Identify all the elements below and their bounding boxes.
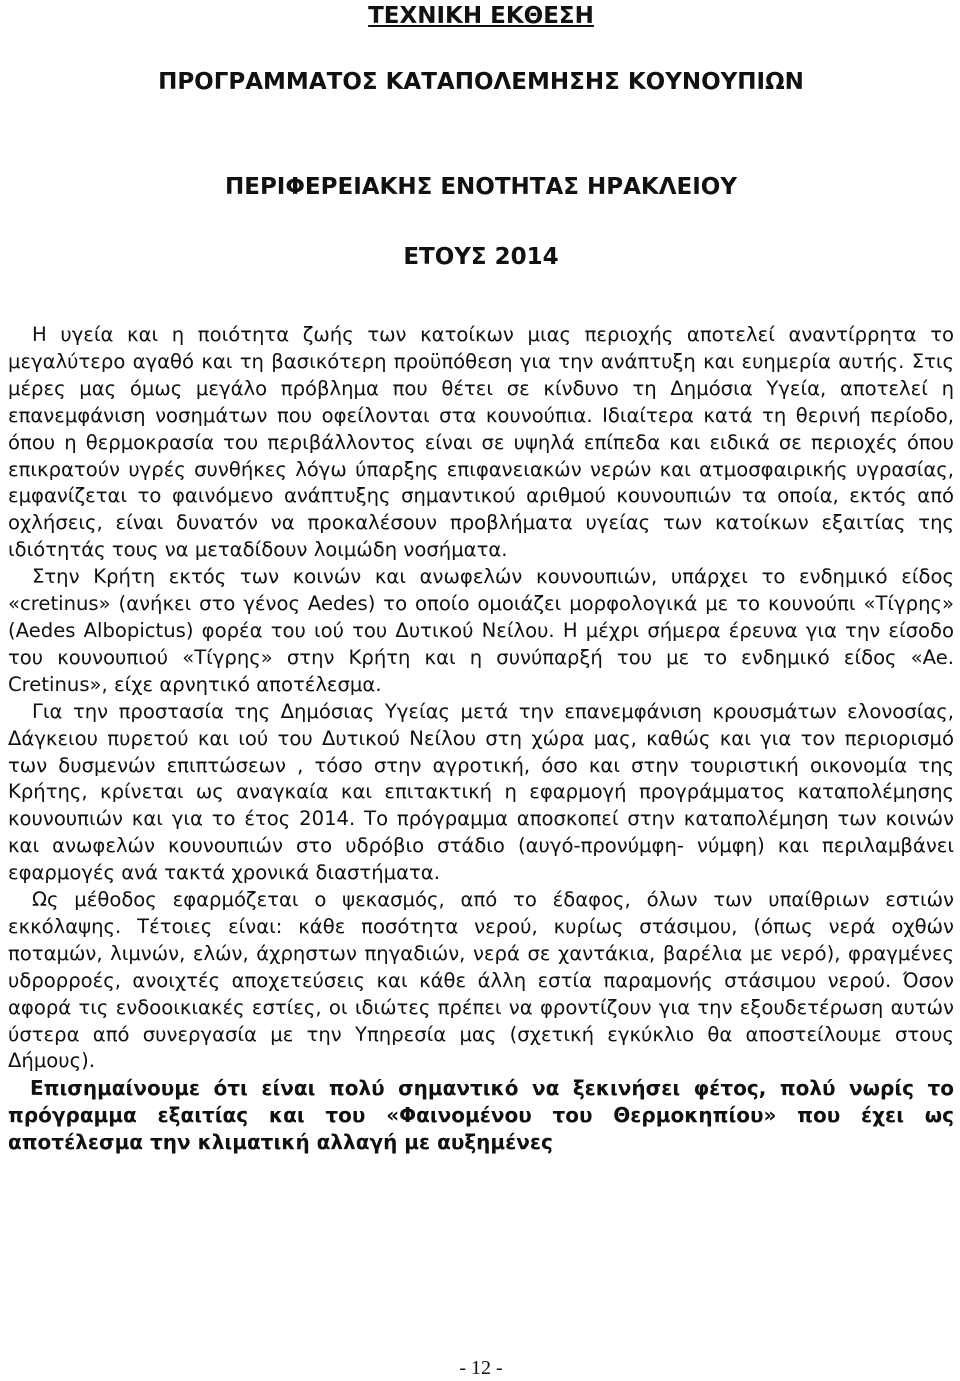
body-text: [8, 322, 954, 1156]
region-title: ΠΕΡΙΦΕΡΕΙΑΚΗΣ ΕΝΟΤΗΤΑΣ ΗΡΑΚΛΕΙΟΥ: [224, 174, 738, 200]
paragraph-introduction: Η υγεία και η ποιότητα ζωής των κατοίκων μιας περιοχής αποτελεί αναντίρρητα το μεγαλύτερο αγαθό και τη βασικότερη προϋπόθεση για την ανάπτυξη και ευημερία αυτής. Στις μέρες μας όμως μεγάλο πρόβλημα που θέτει σε κίνδυνο τη Δημόσια Υγεία, αποτελεί η επανεμφάνιση νοσημάτων που οφείλονται στα κουνούπια. Ιδιαίτερα κατά τη θερινή περίοδο, όπου η θερμοκρασία του περιβάλλοντος είναι σε υψηλά επίπεδα και ειδικά σε περιοχές όπου επικρατούν υγρές συνθήκες λόγω ύπαρξης επιφανειακών νερών και ατμοσφαιρικής υγρασίας, εμφανίζεται το φαινόμενο ανάπτυξης σημαντικού αριθμού κουνουπιών τα οποία, εκτός από οχλήσεις, είναι δυνατόν να προκαλέσουν προβλήματα υγείας των κατοίκων εξαιτίας της ιδιότητάς τους να μεταδίδουν λοιμώδη νοσήματα.: [8, 323, 954, 562]
paragraph-public-health: Για την προστασία της Δημόσιας Υγείας μετά την επανεμφάνιση κρουσμάτων ελονοσίας, Δάγκειου πυρετού και ιού του Δυτικού Νείλου στη χώρα μας, καθώς και για τον περιορισμό των δυσμενών επιπτώσεων , τόσο στην αγροτική, όσο και στην τουριστική οικονομία της Κρήτης, κρίνεται ως αναγκαία και επιτακτική η εφαρμογή προγράμματος καταπολέμησης κουνουπιών και για το έτος 2014. Το πρόγραμμα αποσκοπεί στην καταπολέμηση των κοινών και ανωφελών κουνουπιών στο υδρόβιο στάδιο (αυγό-προνύμφη- νύμφη) και περιλαμβάνει εφαρμογές ανά τακτά χρονικά διαστήματα.: [8, 699, 954, 885]
paragraph-emphasis: Επισημαίνουμε ότι είναι πολύ σημαντικό να ξεκινήσει φέτος, πολύ νωρίς το πρόγραμμα εξαιτίας και του «Φαινομένου του Θερμοκηπίου» που έχει ως αποτέλεσμα την κλιματική αλλαγή με αυξημένες: [8, 1076, 954, 1155]
paragraph-crete-species: Στην Κρήτη εκτός των κοινών και ανωφελών κουνουπιών, υπάρχει το ενδημικό είδος «cretinus» (ανήκει στο γένος Aedes) το οποίο ομοιάζει μορφολογικά με το κουνούπι «Τίγρης» (Aedes Albopictus) φορέα του ιού του Δυτικού Νείλου. Η μέχρι σήμερα έρευνα για την είσοδο του κουνουπιού «Τίγρης» στην Κρήτη και η συνύπαρξή του με το ενδημικό είδος «Ae. Cretinus», είχε αρνητικό αποτέλεσμα.: [8, 565, 954, 696]
document-page: [8, 0, 954, 1381]
paragraph-method: Ως μέθοδος εφαρμόζεται ο ψεκασμός, από το έδαφος, όλων των υπαίθριων εστιών εκκόλαψης. Τέτοιες είναι: κάθε ποσότητα νερού, κυρίως στάσιμου, (όπως νερά οχθών ποταμών, λιμνών, ελών, άχρηστων πηγαδιών, νερά σε χαντάκια, βαρέλια με νερό), φραγμένες υδρορροές, ανοιχτές αποχετεύσεις και κάθε άλλη εστία παραμονής στάσιμου νερού. Όσον αφορά τις ενδοοικιακές εστίες, οι ιδιώτες πρέπει να φροντίζουν για την εξουδετέρωση αυτών ύστερα από συνεργασία με την Υπηρεσία μας (σχετική εγκύκλιο θα αποστείλουμε στους Δήμους).: [8, 888, 954, 1073]
document-title: ΤΕΧΝΙΚΗ ΕΚΘΕΣΗ: [368, 3, 594, 29]
program-title: ΠΡΟΓΡΑΜΜΑΤΟΣ ΚΑΤΑΠΟΛΕΜΗΣΗΣ ΚΟΥΝΟΥΠΙΩΝ: [158, 69, 804, 95]
year-title: ΕΤΟΥΣ 2014: [403, 244, 559, 270]
page-number: - 12 -: [459, 1357, 503, 1379]
